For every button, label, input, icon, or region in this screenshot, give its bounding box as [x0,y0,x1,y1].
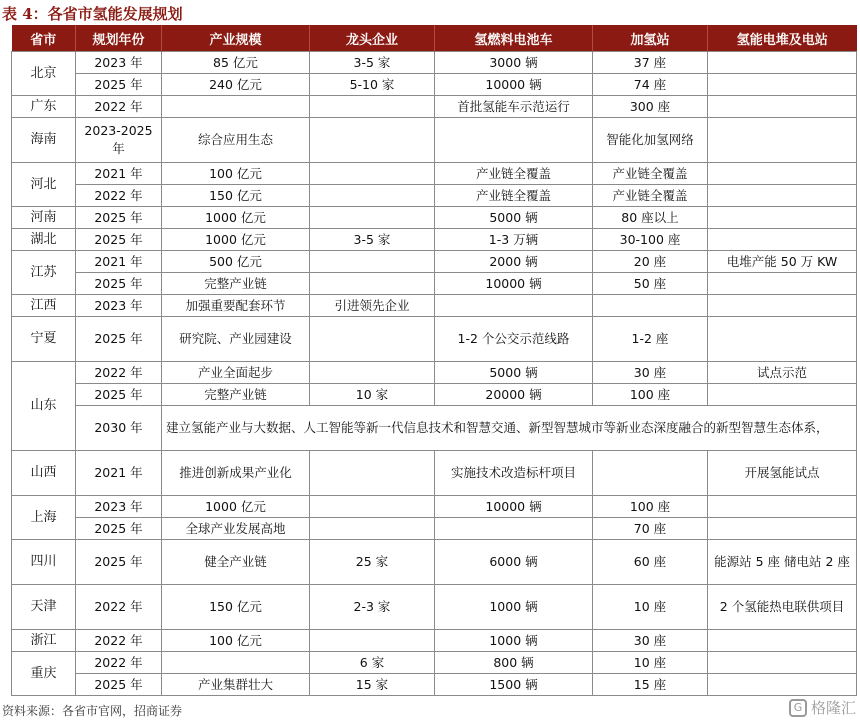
leader-cell: 6 家 [310,652,435,674]
stations-cell: 100 座 [593,384,708,406]
header-stations: 加氢站 [593,25,708,52]
stack-cell [708,384,857,406]
table-row [12,451,857,496]
header-vehicles: 氢燃料电池车 [435,25,593,52]
province-cell: 重庆 [12,652,76,696]
source-note: 资料来源：各省市官网，招商证券 [2,704,183,718]
scale-cell: 1000 亿元 [162,496,310,518]
scale-cell: 推进创新成果产业化 [162,451,310,496]
year-cell: 2021 年 [76,163,162,185]
scale-cell: 1000 亿元 [162,207,310,229]
year-cell: 2025 年 [76,384,162,406]
table-row [12,317,857,362]
scale-cell: 150 亿元 [162,185,310,207]
vehicles-cell: 1000 辆 [435,585,593,630]
province-cell: 山西 [12,451,76,496]
stations-cell: 37 座 [593,52,708,74]
year-cell: 2022 年 [76,362,162,384]
stations-cell [593,295,708,317]
stack-cell [708,118,857,163]
scale-cell: 85 亿元 [162,52,310,74]
leader-cell: 5-10 家 [310,74,435,96]
stations-cell: 30 座 [593,362,708,384]
table-row [12,118,857,163]
province-cell: 山东 [12,362,76,451]
year-cell: 2021 年 [76,251,162,273]
table-row [12,295,857,317]
scale-cell: 100 亿元 [162,163,310,185]
stations-cell: 60 座 [593,540,708,585]
scale-cell: 240 亿元 [162,74,310,96]
stations-cell: 100 座 [593,496,708,518]
scale-cell: 加强重要配套环节 [162,295,310,317]
province-cell: 河南 [12,207,76,229]
leader-cell [310,207,435,229]
hydrogen-plan-table [11,25,857,696]
table-row [12,207,857,229]
stations-cell: 300 座 [593,96,708,118]
header-province: 省市 [12,25,76,52]
year-cell: 2025 年 [76,317,162,362]
table-row [12,74,857,96]
stack-cell [708,496,857,518]
stations-cell: 产业链全覆盖 [593,163,708,185]
province-cell: 浙江 [12,630,76,652]
year-cell: 2023-2025 年 [76,118,162,163]
vehicles-cell [435,295,593,317]
scale-cell: 完整产业链 [162,384,310,406]
table-row [12,630,857,652]
stack-cell [708,273,857,295]
vehicles-cell: 实施技术改造标杆项目 [435,451,593,496]
stations-cell: 20 座 [593,251,708,273]
table-row [12,96,857,118]
stack-cell: 电堆产能 50 万 KW [708,251,857,273]
leader-cell: 3-5 家 [310,52,435,74]
vehicles-cell: 产业链全覆盖 [435,163,593,185]
stack-cell [708,295,857,317]
leader-cell [310,185,435,207]
table-row [12,540,857,585]
province-cell: 四川 [12,540,76,585]
scale-cell: 500 亿元 [162,251,310,273]
vehicles-cell: 5000 辆 [435,362,593,384]
leader-cell: 25 家 [310,540,435,585]
table-row [12,362,857,384]
stack-cell [708,652,857,674]
year-cell: 2022 年 [76,185,162,207]
stack-cell [708,518,857,540]
year-cell: 2022 年 [76,630,162,652]
stack-cell: 开展氢能试点 [708,451,857,496]
table-row [12,674,857,696]
province-cell: 天津 [12,585,76,630]
table-row [12,384,857,406]
vehicles-cell: 10000 辆 [435,74,593,96]
table-row [12,52,857,74]
stack-cell [708,163,857,185]
leader-cell [310,96,435,118]
province-cell: 江苏 [12,251,76,295]
watermark-text: 格隆汇 [810,699,856,717]
scale-cell: 全球产业发展高地 [162,518,310,540]
scale-cell: 完整产业链 [162,273,310,295]
province-cell: 河北 [12,163,76,207]
scale-cell: 产业全面起步 [162,362,310,384]
vehicles-cell: 首批氢能车示范运行 [435,96,593,118]
stations-cell: 1-2 座 [593,317,708,362]
year-cell: 2022 年 [76,585,162,630]
vehicles-cell: 10000 辆 [435,273,593,295]
header-stack: 氢能电堆及电站 [708,25,857,52]
watermark [789,697,856,718]
leader-cell: 引进领先企业 [310,295,435,317]
stack-cell [708,207,857,229]
vehicles-cell: 3000 辆 [435,52,593,74]
scale-cell: 健全产业链 [162,540,310,585]
scale-cell: 研究院、产业园建设 [162,317,310,362]
scale-cell [162,652,310,674]
year-cell: 2025 年 [76,74,162,96]
stations-cell: 74 座 [593,74,708,96]
province-cell: 广东 [12,96,76,118]
stack-cell [708,630,857,652]
stack-cell: 能源站 5 座 储电站 2 座 [708,540,857,585]
year-cell: 2030 年 [76,406,162,451]
year-cell: 2025 年 [76,518,162,540]
header-row [12,25,857,52]
table-row [12,185,857,207]
scale-cell: 产业集群壮大 [162,674,310,696]
year-cell: 2025 年 [76,207,162,229]
year-cell: 2025 年 [76,229,162,251]
vehicles-cell [435,518,593,540]
year-cell: 2023 年 [76,52,162,74]
vehicles-cell [435,118,593,163]
vehicles-cell: 20000 辆 [435,384,593,406]
vehicles-cell: 5000 辆 [435,207,593,229]
table-row [12,496,857,518]
leader-cell [310,630,435,652]
scale-cell: 综合应用生态 [162,118,310,163]
leader-cell: 3-5 家 [310,229,435,251]
stations-cell: 30-100 座 [593,229,708,251]
table-row [12,518,857,540]
year-cell: 2021 年 [76,451,162,496]
vehicles-cell: 1-2 个公交示范线路 [435,317,593,362]
stack-cell: 2 个氢能热电联供项目 [708,585,857,630]
vehicles-cell: 6000 辆 [435,540,593,585]
table-title: 表 4：各省市氢能发展规划 [2,5,183,23]
vehicles-cell: 1-3 万辆 [435,229,593,251]
year-cell: 2023 年 [76,496,162,518]
table-row [12,652,857,674]
year-cell: 2025 年 [76,273,162,295]
leader-cell: 10 家 [310,384,435,406]
province-cell: 北京 [12,52,76,96]
year-cell: 2025 年 [76,674,162,696]
header-year: 规划年份 [76,25,162,52]
stations-cell [593,451,708,496]
stations-cell: 15 座 [593,674,708,696]
stations-cell: 智能化加氢网络 [593,118,708,163]
stack-cell [708,229,857,251]
leader-cell: 15 家 [310,674,435,696]
year-cell: 2022 年 [76,96,162,118]
leader-cell: 2-3 家 [310,585,435,630]
table-row [12,229,857,251]
scale-cell [162,96,310,118]
watermark-logo-icon: G [789,699,807,717]
stack-cell [708,74,857,96]
table-row [12,585,857,630]
vehicles-cell: 800 辆 [435,652,593,674]
leader-cell [310,273,435,295]
table-row [12,251,857,273]
leader-cell [310,362,435,384]
leader-cell [310,518,435,540]
scale-cell: 150 亿元 [162,585,310,630]
leader-cell [310,496,435,518]
province-cell: 湖北 [12,229,76,251]
stack-cell [708,674,857,696]
header-leader: 龙头企业 [310,25,435,52]
vehicles-cell: 2000 辆 [435,251,593,273]
province-cell: 江西 [12,295,76,317]
stack-cell [708,52,857,74]
stations-cell: 50 座 [593,273,708,295]
leader-cell [310,251,435,273]
vision-cell: 建立氢能产业与大数据、人工智能等新一代信息技术和智慧交通、新型智慧城市等新业态深度融合的新型智慧生态体系， [162,406,857,451]
year-cell: 2022 年 [76,652,162,674]
stack-cell [708,317,857,362]
year-cell: 2025 年 [76,540,162,585]
year-cell: 2023 年 [76,295,162,317]
stations-cell: 产业链全覆盖 [593,185,708,207]
table-row [12,273,857,295]
scale-cell: 100 亿元 [162,630,310,652]
province-cell: 上海 [12,496,76,540]
vehicles-cell: 产业链全覆盖 [435,185,593,207]
stations-cell: 30 座 [593,630,708,652]
header-scale: 产业规模 [162,25,310,52]
table-row [12,163,857,185]
leader-cell [310,118,435,163]
leader-cell [310,163,435,185]
stations-cell: 10 座 [593,652,708,674]
stations-cell: 10 座 [593,585,708,630]
leader-cell [310,317,435,362]
vehicles-cell: 10000 辆 [435,496,593,518]
stack-cell [708,96,857,118]
vehicles-cell: 1000 辆 [435,630,593,652]
province-cell: 宁夏 [12,317,76,362]
scale-cell: 1000 亿元 [162,229,310,251]
stack-cell: 试点示范 [708,362,857,384]
leader-cell [310,451,435,496]
vehicles-cell: 1500 辆 [435,674,593,696]
stack-cell [708,185,857,207]
stations-cell: 80 座以上 [593,207,708,229]
province-cell: 海南 [12,118,76,163]
table-row [12,406,857,451]
stations-cell: 70 座 [593,518,708,540]
